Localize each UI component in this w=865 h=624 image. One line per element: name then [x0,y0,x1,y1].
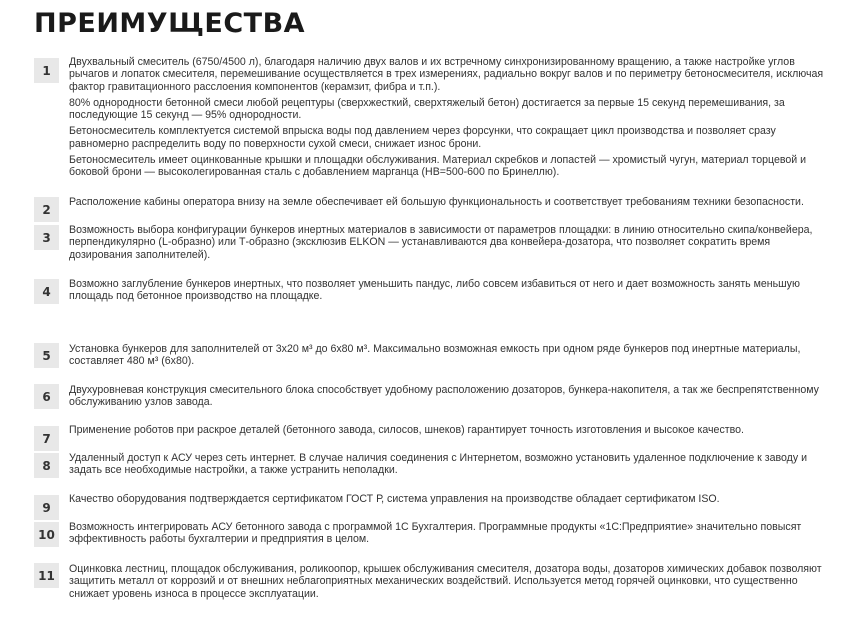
item-paragraph: Возможно заглубление бункеров инертных, что позволяет уменьшить пандус, либо совсем избавиться от него и дает возможность занять меньшую площадь под бетонное производство на площадке. [69,278,800,303]
item-paragraph: Расположение кабины оператора внизу на земле обеспечивает ей большую функциональность и соответствует требованиям техники безопасности. [69,196,804,208]
item-paragraph: Бетоносмеситель имеет оцинкованные крышки и площадки обслуживания. Материал скребков и лопастей — хромистый чугун, материал торцевой и боковой брони — высоколегированная сталь с добавлением марганца (НВ=500-600 по Бринеллю). [69,154,807,179]
advantage-item [34,224,834,265]
item-number-badge: 4 [34,279,59,304]
item-text [69,452,834,477]
item-text [69,224,834,261]
item-number-badge: 6 [34,384,59,409]
item-number-badge: 8 [34,453,59,478]
item-text [69,56,834,179]
item-text [69,424,834,436]
advantage-item [34,196,834,217]
item-number-badge: 9 [34,495,59,520]
advantage-item [34,384,834,413]
item-paragraph: Удаленный доступ к АСУ через сеть интернет. В случае наличия соединения с Интернетом, возможно установить удаленное подключение к заводу и задать все необходимые настройки, а также устранить неполадки. [69,452,807,477]
item-number-badge: 7 [34,426,59,451]
advantage-item [34,424,834,446]
item-paragraph: Возможность интегрировать АСУ бетонного завода с программой 1С Бухгалтерия. Программные продукты «1С:Предприятие» значительно повысят эффективность работы бухгалтерии и предприятия в целом. [69,521,802,546]
item-text [69,563,834,600]
item-paragraph: Возможность выбора конфигурации бункеров инертных материалов в зависимости от параметров площадки: в линию относительно скипа/конвейера, перпендикулярно (L-образно) или Т-образно (эксклюзив ELKON — устанавливаются два конвейера-дозатора, что позволяет сократить время дозирования заполнителей). [69,224,813,261]
item-paragraph: 80% однородности бетонной смеси любой рецептуры (сверхжесткий, сверхтяжелый бетон) достигается за первые 15 секунд перемешивания, за последующие 15 секунд — 95% однородности. [69,96,785,122]
page-title: ПРЕИМУЩЕСТВА [34,8,306,39]
advantage-item [34,493,834,515]
item-text [69,343,834,368]
item-number-badge: 1 [34,58,59,83]
item-text [69,493,834,505]
item-paragraph: Применение роботов при раскрое деталей (бетонного завода, силосов, шнеков) гарантирует точность изготовления и высокое качество. [69,424,744,436]
item-text [69,384,834,409]
item-number-badge: 10 [34,522,59,547]
item-paragraph: Бетоносмеситель комплектуется системой впрыска воды под давлением через форсунки, что сокращает цикл производства и позволяет сразу равномерно распределить воду по поверхности сухой смеси, снижает износ брони. [69,125,776,150]
advantage-item [34,563,834,604]
item-paragraph: Двухуровневая конструкция смесительного блока способствует удобному расположению дозаторов, бункера-накопителя, а так же беспрепятственному обслуживанию узлов завода. [69,384,819,409]
advantage-item [34,343,834,372]
item-text [69,278,834,303]
item-text [69,196,834,208]
advantage-item [34,452,834,481]
item-number-badge: 11 [34,563,59,588]
item-paragraph: Качество оборудования подтверждается сертификатом ГОСТ Р, система управления на производстве обладает сертификатом ISO. [69,493,720,505]
item-number-badge: 2 [34,197,59,222]
item-paragraph: Установка бункеров для заполнителей от 3х20 м³ до 6х80 м³. Максимально возможная емкость при одном ряде бункеров под инертные материалы, составляет 480 м³ (6х80). [69,343,801,368]
item-number-badge: 5 [34,343,59,368]
item-paragraph: Оцинковка лестниц, площадок обслуживания, роликоопор, крышек обслуживания смесителя, дозатора воды, дозаторов химических добавок позволяют защитить металл от коррозий и от внешних неблагоприятных механических воздействий. Используется метод горячей оцинковки, что существенно снижает уровень износа в процессе эксплуатации. [69,563,822,600]
item-text [69,521,834,546]
advantage-item [34,56,834,183]
item-paragraph: Двухвальный смеситель (6750/4500 л), благодаря наличию двух валов и их встречному синхронизированному вращению, а также настройке углов рычагов и лопаток смесителя, перемешивание осуществляется в трех измерениях, радиально вокруг валов и по периметру бетоносмесителя, исключая фактор гравитационного расслоения компонентов (керамзит, фибра и т.п.). [69,56,824,93]
advantage-item [34,521,834,550]
item-number-badge: 3 [34,225,59,250]
advantage-item [34,278,834,307]
